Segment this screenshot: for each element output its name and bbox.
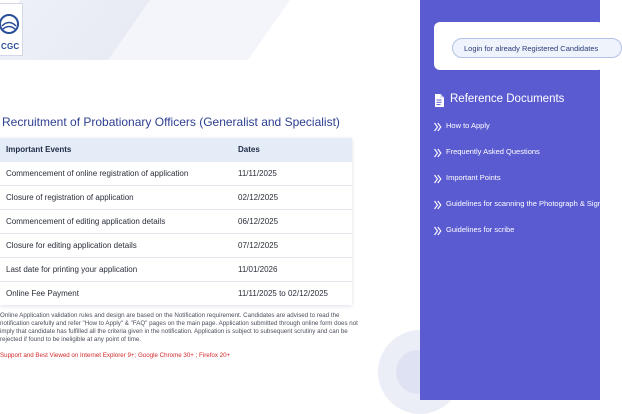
event-cell: Closure of registration of application bbox=[0, 186, 232, 210]
table-row bbox=[0, 162, 352, 186]
login-registered-button[interactable]: Login for already Registered Candidates bbox=[452, 38, 622, 58]
table-row bbox=[0, 282, 352, 306]
header-band bbox=[0, 0, 420, 60]
document-icon bbox=[434, 94, 444, 107]
date-cell: 02/12/2025 bbox=[232, 186, 352, 210]
reference-link-label: Frequently Asked Questions bbox=[446, 147, 540, 156]
sidebar bbox=[420, 0, 620, 400]
login-card bbox=[434, 22, 604, 70]
important-events-table bbox=[0, 138, 352, 305]
reference-link-label: Important Points bbox=[446, 173, 501, 182]
date-cell: 07/12/2025 bbox=[232, 234, 352, 258]
browser-support-note: Support and Best Viewed on Internet Explorer 9+; Google Chrome 30+ ; Firefox 20+ bbox=[0, 352, 231, 359]
reference-documents-title: Reference Documents bbox=[450, 93, 565, 105]
date-cell: 11/01/2026 bbox=[232, 258, 352, 282]
date-cell: 06/12/2025 bbox=[232, 210, 352, 234]
double-chevron-right-icon bbox=[434, 174, 442, 184]
reference-link-label: How to Apply bbox=[446, 121, 490, 130]
organization-logo[interactable] bbox=[0, 3, 23, 56]
table-row bbox=[0, 210, 352, 234]
event-cell: Closure for editing application details bbox=[0, 234, 232, 258]
event-cell: Commencement of online registration of application bbox=[0, 162, 232, 186]
reference-link-label: Guidelines for scribe bbox=[446, 225, 515, 234]
event-cell: Online Fee Payment bbox=[0, 282, 232, 306]
double-chevron-right-icon bbox=[434, 226, 442, 236]
logo-text: CGC bbox=[1, 42, 20, 51]
reference-link-label: Guidelines for scanning the Photograph & Signature bbox=[446, 199, 620, 208]
table-header-row bbox=[0, 138, 352, 162]
double-chevron-right-icon bbox=[434, 148, 442, 158]
column-header-dates: Dates bbox=[232, 138, 352, 162]
date-cell: 11/11/2025 bbox=[232, 162, 352, 186]
double-chevron-right-icon bbox=[434, 200, 442, 210]
date-cell: 11/11/2025 to 02/12/2025 bbox=[232, 282, 352, 306]
event-cell: Last date for printing your application bbox=[0, 258, 232, 282]
disclaimer-note: Online Application validation rules and design are based on the Notification requirement. Candidates are advised to read the notification carefully and refer "How to Apply" & "FAQ" pages on the main page. Application submitted through online form does not imply that candidate has fulfilled all the criteria given in the notification. Application is subject to subsequent scrutiny and can be rejected if found to be ineligible at any point of time. bbox=[0, 312, 358, 343]
table-row bbox=[0, 186, 352, 210]
event-cell: Commencement of editing application details bbox=[0, 210, 232, 234]
logo-emblem-icon bbox=[0, 4, 23, 42]
page-title: Recruitment of Probationary Officers (Generalist and Specialist) bbox=[2, 115, 340, 129]
table-row bbox=[0, 258, 352, 282]
column-header-events: Important Events bbox=[0, 138, 232, 162]
table-row bbox=[0, 234, 352, 258]
double-chevron-right-icon bbox=[434, 122, 442, 132]
